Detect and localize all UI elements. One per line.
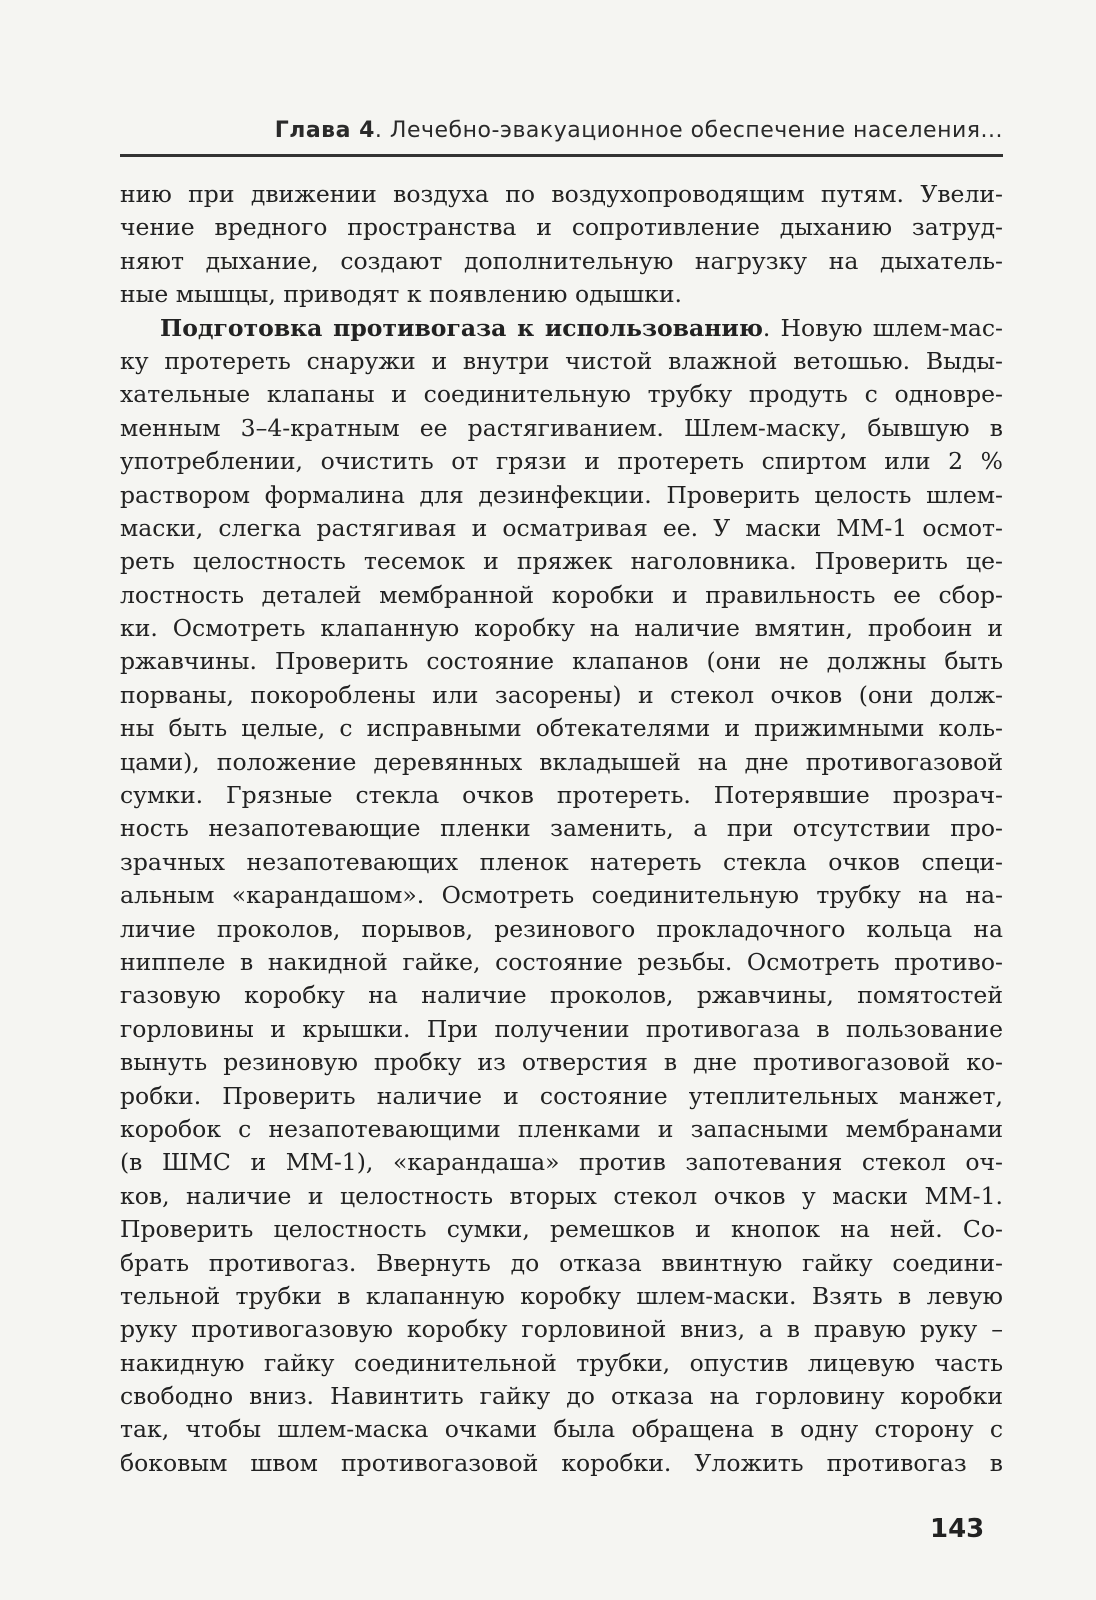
paragraph-2 — [120, 312, 1003, 1481]
text-line: альным «карандашом». Осмотреть соединительную трубку на на- — [120, 881, 1003, 910]
text-line: ны быть целые, с исправными обтекателями и прижимными коль- — [120, 714, 1003, 743]
text-line: менным 3–4-кратным ее растягиванием. Шлем-маску, бывшую в — [120, 413, 1003, 442]
text-line: раствором формалина для дезинфекции. Проверить целость шлем- — [120, 480, 1003, 509]
text-line: ку протереть снаружи и внутри чистой влажной ветошью. Выды- — [120, 346, 1003, 375]
text-line: хательные клапаны и соединительную трубку продуть с одновре- — [120, 380, 1003, 409]
chapter-separator: . — [374, 118, 383, 143]
text-line: зрачных незапотевающих пленок натереть стекла очков специ- — [120, 847, 1003, 876]
page-number: 143 — [930, 1514, 985, 1544]
text-line: личие проколов, порывов, резинового прокладочного кольца на — [120, 914, 1003, 943]
header-rule — [120, 154, 1003, 157]
text-line: вынуть резиновую пробку из отверстия в дне противогазовой ко- — [120, 1048, 1003, 1077]
text-line: порваны, покороблены или засорены) и стекол очков (они долж- — [120, 680, 1003, 709]
text-line: употреблении, очистить от грязи и протереть спиртом или 2 % — [120, 447, 1003, 476]
text-line: ржавчины. Проверить состояние клапанов (они не должны быть — [120, 647, 1003, 676]
text-line: маски, слегка растягивая и осматривая ее. У маски ММ-1 осмот- — [120, 513, 1003, 542]
text-line: нию при движении воздуха по воздухопроводящим путям. Увели- — [120, 180, 1003, 208]
running-header — [120, 118, 1003, 143]
text-line: сумки. Грязные стекла очков протереть. Потерявшие прозрач- — [120, 781, 1003, 810]
text-line: лостность деталей мембранной коробки и правильность ее сбор- — [120, 580, 1003, 609]
text-line: свободно вниз. Навинтить гайку до отказа на горловину коробки — [120, 1382, 1003, 1411]
text-line: реть целостность тесемок и пряжек наголовника. Проверить це- — [120, 547, 1003, 576]
text-line: руку противогазовую коробку горловиной вниз, а в правую руку – — [120, 1315, 1003, 1344]
text-line: няют дыхание, создают дополнительную нагрузку на дыхатель- — [120, 246, 1003, 275]
text-line: ков, наличие и целостность вторых стекол очков у маски ММ-1. — [120, 1181, 1003, 1210]
chapter-label: Глава 4 — [274, 118, 375, 143]
text-line: ность незапотевающие пленки заменить, а при отсутствии про- — [120, 814, 1003, 843]
section-lead: Подготовка противогаза к использованию — [160, 313, 763, 342]
text-line: (в ШМС и ММ-1), «карандаша» против запотевания стекол оч- — [120, 1148, 1003, 1177]
text-line: цами), положение деревянных вкладышей на дне противогазовой — [120, 747, 1003, 776]
text-line: робки. Проверить наличие и состояние утеплительных манжет, — [120, 1081, 1003, 1110]
text-line: тельной трубки в клапанную коробку шлем-маски. Взять в левую — [120, 1281, 1003, 1310]
text-line: так, чтобы шлем-маска очками была обращена в одну сторону с — [120, 1415, 1003, 1444]
text-line: ные мышцы, приводят к появлению одышки. — [120, 280, 682, 309]
paragraph-1 — [120, 178, 1003, 312]
text-line: коробок с незапотевающими пленками и запасными мембранами — [120, 1114, 1003, 1143]
text-line: ки. Осмотреть клапанную коробку на наличие вмятин, пробоин и — [120, 614, 1003, 643]
text-line: Проверить целостность сумки, ремешков и кнопок на ней. Со- — [120, 1215, 1003, 1244]
text-line: горловины и крышки. При получении противогаза в пользование — [120, 1014, 1003, 1043]
chapter-title: Лечебно-эвакуационное обеспечение населения... — [389, 118, 1003, 143]
text-line: накидную гайку соединительной трубки, опустив лицевую часть — [120, 1348, 1003, 1377]
text-line — [120, 312, 1003, 345]
text-line: газовую коробку на наличие проколов, ржавчины, помятостей — [120, 981, 1003, 1010]
text-line: чение вредного пространства и сопротивление дыханию затруд- — [120, 213, 1003, 242]
text-line: брать противогаз. Ввернуть до отказа ввинтную гайку соедини- — [120, 1248, 1003, 1277]
text-line: ниппеле в накидной гайке, состояние резьбы. Осмотреть противо- — [120, 947, 1003, 976]
text-line: боковым швом противогазовой коробки. Уложить противогаз в — [120, 1448, 1003, 1477]
section-lead-tail: . Новую шлем-мас- — [762, 313, 1003, 342]
body-text — [120, 178, 1003, 1480]
